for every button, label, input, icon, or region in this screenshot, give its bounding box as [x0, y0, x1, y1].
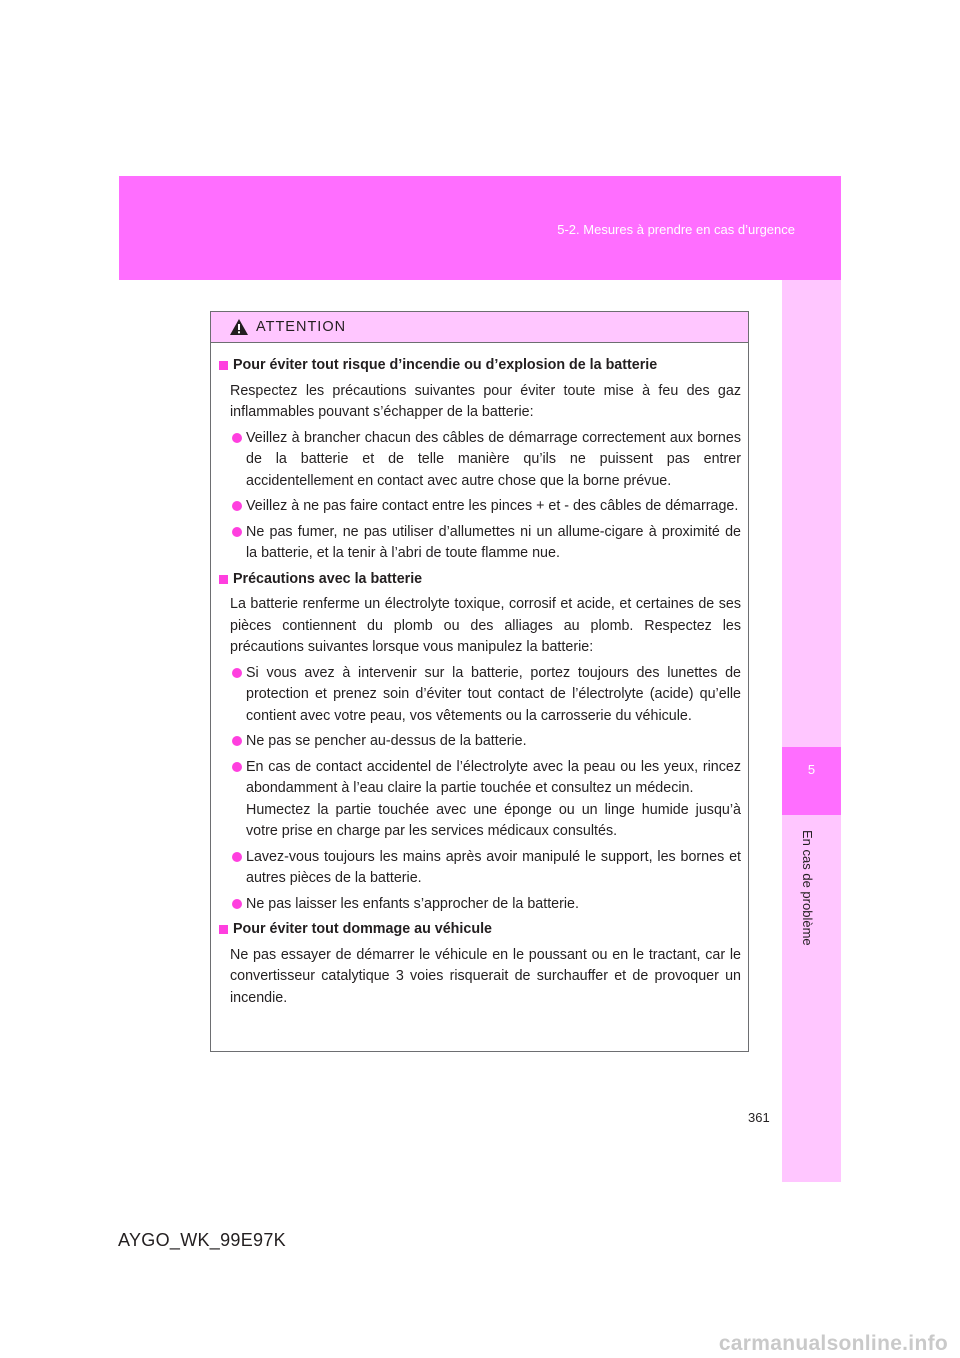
bullet-item — [230, 757, 741, 843]
round-bullet-icon — [232, 668, 242, 678]
warning-triangle-icon — [229, 318, 249, 336]
bullet-text: En cas de contact accidentel de l’électrolyte avec la peau ou les yeux, rincez abondamment à l’eau claire la partie touchée et consultez un médecin. — [246, 758, 741, 796]
section-title: 5-2. Mesures à prendre en cas d’urgence — [557, 222, 795, 237]
square-bullet-icon — [219, 575, 228, 584]
section-intro: Ne pas essayer de démarrer le véhicule en le poussant ou en le tractant, car le convertisseur catalytique 3 voies risquerait de surchauffer et de provoquer un incendie. — [230, 946, 741, 1006]
bullet-item — [230, 894, 741, 916]
page-number: 361 — [748, 1110, 770, 1125]
round-bullet-icon — [232, 852, 242, 862]
section-heading — [218, 569, 741, 591]
bullet-text: Veillez à brancher chacun des câbles de démarrage correctement aux bornes de la batterie et de telle manière qu’ils ne puissent pas entrer accidentellement en contact avec autre chose que la borne prévue. — [246, 429, 741, 489]
attention-box — [210, 311, 749, 1052]
bullet-text: Ne pas laisser les enfants s’approcher de la batterie. — [246, 895, 579, 912]
bullet-item — [230, 428, 741, 493]
round-bullet-icon — [232, 736, 242, 746]
document-code: AYGO_WK_99E97K — [118, 1230, 286, 1250]
chapter-side-tab — [782, 280, 841, 1182]
section-heading-text: Précautions avec la batterie — [233, 570, 423, 587]
section-heading — [218, 919, 741, 941]
chapter-number: 5 — [807, 762, 816, 777]
round-bullet-icon — [232, 762, 242, 772]
square-bullet-icon — [219, 925, 228, 934]
chapter-number-block — [782, 747, 841, 815]
bullet-text: Ne pas fumer, ne pas utiliser d’allumettes ni un allume-cigare à proximité de la batterie, et la tenir à l’abri de toute flamme nue. — [246, 523, 741, 561]
square-bullet-icon — [219, 361, 228, 370]
section-heading — [218, 355, 741, 377]
section-heading-text: Pour éviter tout dommage au véhicule — [233, 921, 492, 937]
chapter-label: En cas de problème — [800, 830, 815, 946]
round-bullet-icon — [232, 433, 242, 443]
round-bullet-icon — [232, 501, 242, 511]
bullet-item — [230, 663, 741, 728]
bullet-text-block — [246, 757, 741, 843]
attention-body — [211, 343, 748, 1009]
round-bullet-icon — [232, 527, 242, 537]
round-bullet-icon — [232, 899, 242, 909]
bullet-item — [230, 847, 741, 890]
watermark-link[interactable]: carmanualsonline.info — [718, 1332, 948, 1355]
section-intro: La batterie renferme un électrolyte toxique, corrosif et acide, et certaines de ses pièces contiennent du plomb ou des alliages au plomb. Respectez les précautions suivantes lorsque vous manipulez la batterie: — [230, 596, 741, 655]
bullet-item — [230, 731, 741, 753]
attention-title: ATTENTION — [256, 319, 347, 335]
bullet-text: Si vous avez à intervenir sur la batterie, portez toujours des lunettes de protection et prenez soin d’éviter tout contact de l’électrolyte (acide) qu’elle contient avec votre peau, vos vêtements ou la carrosserie du véhicule. — [246, 664, 741, 724]
bullet-item — [230, 496, 741, 518]
bullet-text: Lavez-vous toujours les mains après avoir manipulé le support, les bornes et autres pièces de la batterie. — [246, 848, 741, 886]
bullet-item — [230, 522, 741, 565]
header-band — [119, 176, 841, 280]
bullet-text: Veillez à ne pas faire contact entre les pinces + et - des câbles de démarrage. — [246, 498, 739, 514]
attention-header — [211, 312, 748, 343]
section-intro: Respectez les précautions suivantes pour éviter toute mise à feu des gaz inflammables pouvant s’échapper de la batterie: — [230, 382, 741, 420]
bullet-text-extra: Humectez la partie touchée avec une éponge ou un linge humide jusqu’à votre prise en charge par les services médicaux consultés. — [246, 801, 741, 839]
section-heading-text: Pour éviter tout risque d’incendie ou d’explosion de la batterie — [233, 357, 658, 373]
bullet-text: Ne pas se pencher au-dessus de la batterie. — [246, 733, 527, 749]
